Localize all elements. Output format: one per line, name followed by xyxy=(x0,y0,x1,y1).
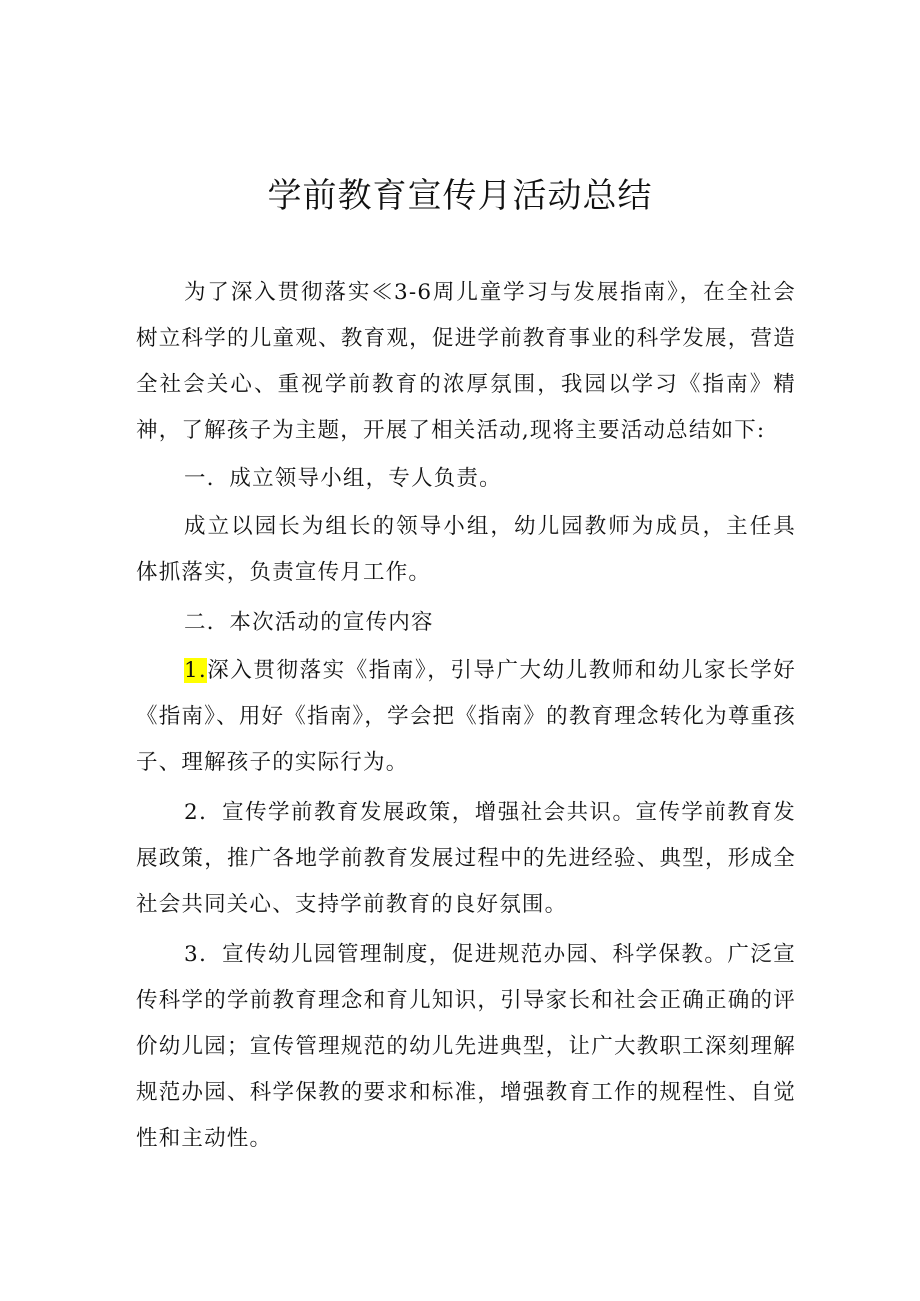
paragraph-item-1 xyxy=(136,648,796,786)
document-body xyxy=(136,270,796,1162)
highlighted-number: 1. xyxy=(184,658,207,683)
paragraph-item-3: 3．宣传幼儿园管理制度，促进规范办园、科学保教。广泛宣传科学的学前教育理念和育儿知识，引导家长和社会正确正确的评价幼儿园；宣传管理规范的幼儿先进典型，让广大教职工深刻理解规范办园、科学保教的要求和标准，增强教育工作的规程性、自觉性和主动性。 xyxy=(136,942,796,1151)
document-title: 学前教育宣传月活动总结 xyxy=(267,176,653,216)
paragraph-intro: 为了深入贯彻落实≪3-6周儿童学习与发展指南》，在全社会树立科学的儿童观、教育观，促进学前教育事业的科学发展，营造全社会关心、重视学前教育的浓厚氛围，我园以学习《指南》精神，了解孩子为主题，开展了相关活动,现将主要活动总结如下: xyxy=(136,280,796,443)
paragraph-item-2: 2．宣传学前教育发展政策，增强社会共识。宣传学前教育发展政策，推广各地学前教育发展过程中的先进经验、典型，形成全社会共同关心、支持学前教育的良好氛围。 xyxy=(136,800,796,917)
paragraph-item-1-text: 深入贯彻落实《指南》，引导广大幼儿教师和幼儿家长学好《指南》、用好《指南》，学会把《指南》的教育理念转化为尊重孩子、理解孩子的实际行为。 xyxy=(136,658,796,775)
paragraph-section-2-heading: 二．本次活动的宣传内容 xyxy=(184,610,434,635)
paragraph-section-1-body: 成立以园长为组长的领导小组，幼儿园教师为成员，主任具体抓落实，负责宣传月工作。 xyxy=(136,514,796,585)
paragraph-section-1-heading: 一．成立领导小组，专人负责。 xyxy=(184,466,502,491)
